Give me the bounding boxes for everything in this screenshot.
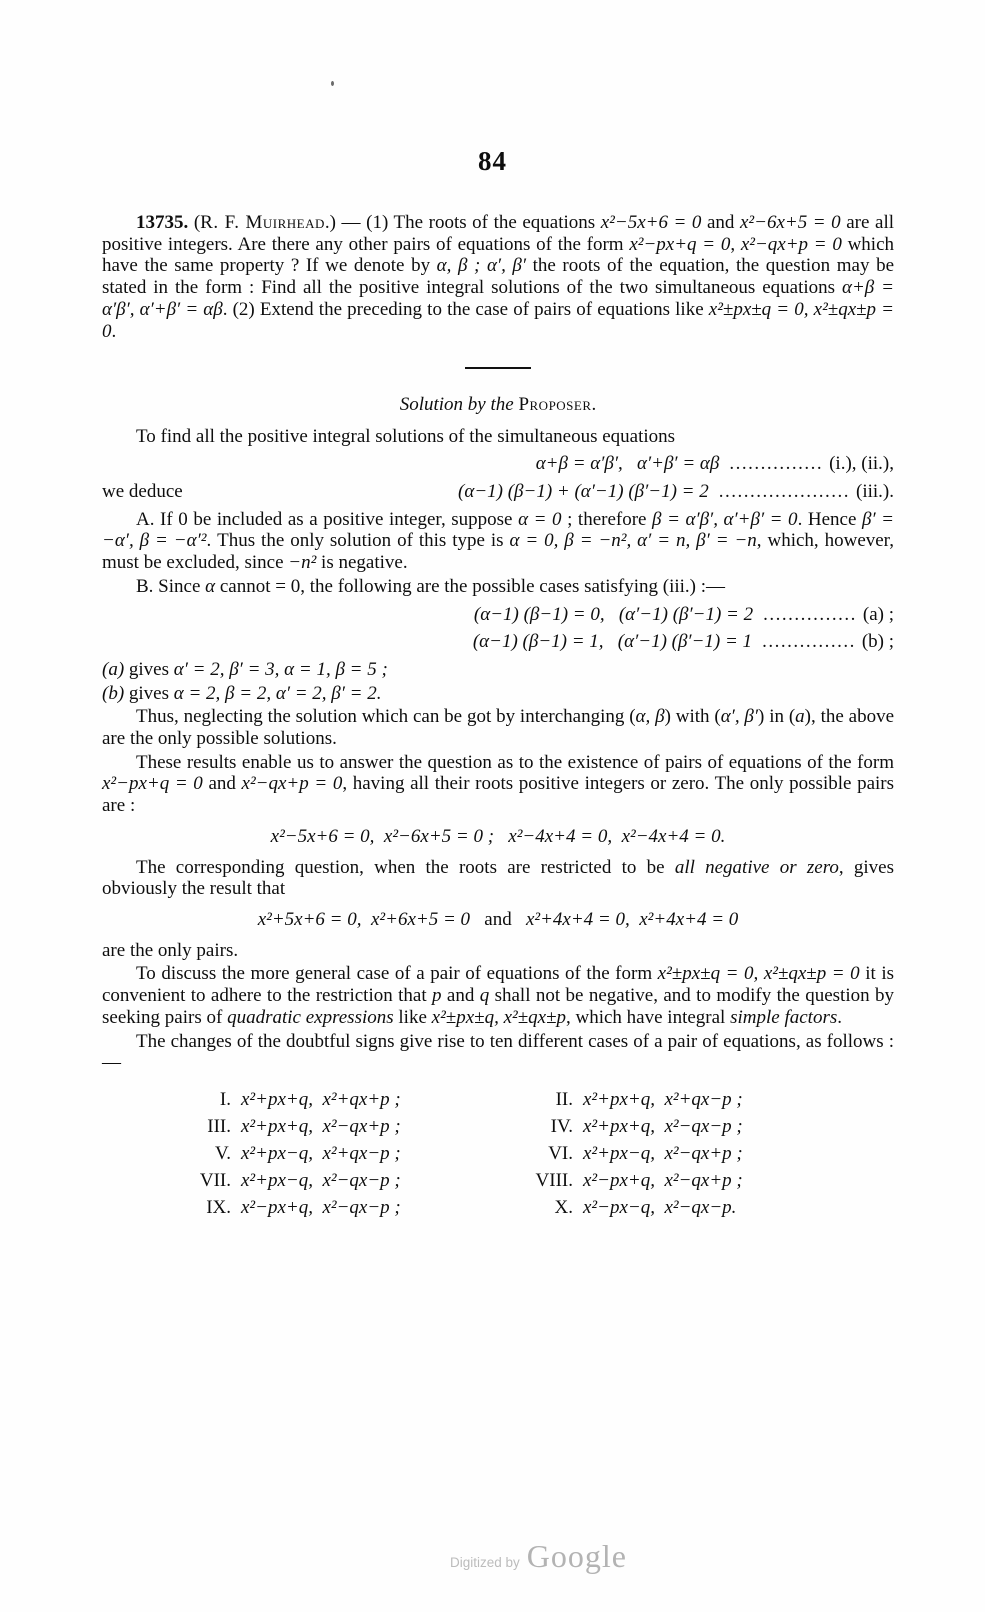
text-segment: α = 2, β = 2, α′ = 2, β′ = 2. <box>173 682 382 704</box>
paragraph <box>102 212 894 342</box>
text-segment: gives <box>124 682 174 704</box>
case-item <box>173 1113 481 1140</box>
text-segment: α+β = α′β′, α′+β′ = αβ <box>535 453 720 475</box>
text-segment: gives <box>124 658 174 680</box>
text-segment: To find all the positive integral solutions of the simultaneous equations <box>136 425 676 447</box>
equation-reference <box>763 604 894 626</box>
text-segment: x²−5x+6 = 0 <box>600 212 702 233</box>
text-segment: . Hence <box>797 508 862 530</box>
text-segment: x²+5x+6 = 0, x²+6x+5 = 0 <box>257 908 471 930</box>
case-row <box>102 1167 894 1194</box>
text-segment: (b) <box>102 682 125 704</box>
case-row <box>102 1113 894 1140</box>
leader-dots: ..................... <box>718 481 850 503</box>
equation-label: (i.), (ii.), <box>829 453 894 475</box>
text-segment: x²+4x+4 = 0, x²+4x+4 = 0 <box>525 908 739 930</box>
equation-body <box>458 481 709 503</box>
divider-rule <box>465 367 531 369</box>
text-segment: .) — (1) The roots of the equations <box>324 212 601 233</box>
text-segment: , <box>730 233 741 255</box>
text-segment: Thus, neglecting the solution which can be got by interchanging ( <box>136 706 636 728</box>
text-segment: all negative or zero <box>674 856 839 878</box>
case-item <box>515 1167 823 1194</box>
text-segment: p <box>432 985 442 1007</box>
paragraph <box>102 857 894 900</box>
case-numeral: IV. <box>550 1115 573 1137</box>
digitized-by-label: Digitized by <box>450 1555 520 1570</box>
case-item <box>515 1086 823 1113</box>
display-equation <box>102 826 894 848</box>
text-segment: x²−px+q = 0 <box>102 773 203 795</box>
paragraph <box>102 706 894 749</box>
text-segment: q <box>479 985 490 1007</box>
text-segment: −n² <box>288 552 317 574</box>
paragraph <box>102 509 894 574</box>
digitized-footer <box>450 1540 627 1572</box>
text-segment: and <box>202 773 242 795</box>
text-segment: it is convenient to adhere to the restriction that <box>102 963 895 1007</box>
text-segment: A. If 0 be included as a positive integer, suppose <box>136 508 519 530</box>
paragraph <box>102 963 894 1028</box>
text-segment: , which have integral <box>566 1006 731 1028</box>
text-segment: which have the same property ? If we denote by <box>102 233 894 277</box>
leader-dots: ............... <box>729 453 824 475</box>
text-segment: (a) <box>102 658 125 680</box>
equation-label: (a) ; <box>862 603 894 625</box>
text-segment: α, β ; α′, β′ <box>436 255 527 277</box>
text-segment: , gives obviously the result that <box>102 856 894 900</box>
paragraph <box>102 940 894 962</box>
text-segment: ( <box>188 212 201 233</box>
paragraph <box>102 659 894 681</box>
case-item <box>173 1167 481 1194</box>
case-numeral: X. <box>554 1196 573 1218</box>
text-segment: x²−5x+6 = 0, x²−6x+5 = 0 ; x²−4x+4 = 0, x²−4x+4 = 0. <box>270 825 726 847</box>
equation-body <box>536 453 720 475</box>
text-segment: α′ = 2, β′ = 3, α = 1, β = 5 ; <box>173 658 388 680</box>
equation-label: (b) ; <box>861 631 894 653</box>
text-segment: . <box>837 1006 842 1028</box>
case-numeral: VII. <box>199 1169 231 1191</box>
text-segment: simple factors <box>730 1006 838 1028</box>
case-item <box>173 1086 481 1113</box>
text-segment: α = 0 <box>518 508 562 530</box>
solution-heading <box>102 394 894 416</box>
text-segment: are all positive integers. Are there any other pairs of equations of the form <box>102 212 894 255</box>
display-equation <box>102 481 894 503</box>
text-segment: quadratic expressions <box>227 1006 394 1028</box>
text-segment: x²−qx+p = 0 <box>740 233 842 255</box>
case-item <box>515 1113 823 1140</box>
text-segment: ), the above are the only possible solutions. <box>102 706 895 750</box>
text-segment: To discuss the more general case of a pair of equations of the form <box>136 963 658 985</box>
case-equations: x²+px+q, x²−qx+p ; <box>241 1115 401 1137</box>
text-segment: are the only pairs. <box>102 939 239 961</box>
case-numeral: VI. <box>548 1142 573 1164</box>
case-equations: x²+px−q, x²−qx−p ; <box>241 1169 401 1191</box>
display-equation <box>102 604 894 626</box>
equation-label: (iii.). <box>856 481 894 503</box>
case-item <box>515 1194 823 1221</box>
text-segment: α′, β′ <box>720 706 759 728</box>
google-logo: Google <box>526 1538 627 1574</box>
text-segment: x²−6x+5 = 0 <box>740 212 841 233</box>
text-segment: cannot = 0, the following are the possible cases satisfying (iii.) :— <box>215 575 726 597</box>
text-segment: 13735. <box>136 212 189 233</box>
text-segment: Solution by the <box>399 393 519 415</box>
text-segment: ; therefore <box>561 508 653 530</box>
text-segment: a <box>795 706 805 728</box>
text-segment: α <box>205 575 216 597</box>
equation-body <box>474 604 753 626</box>
text-segment: (α−1) (β−1) = 1, (α′−1) (β′−1) = 1 <box>472 631 753 653</box>
equation-reference <box>762 631 894 653</box>
text-segment: x²±px±q, x²±qx±p <box>431 1006 566 1028</box>
text-segment: B. Since <box>136 575 206 597</box>
case-equations: x²−px+q, x²−qx+p ; <box>583 1169 743 1191</box>
text-segment: x²±px±q = 0, x²±qx±p = 0 <box>657 963 860 985</box>
text-segment: The corresponding question, when the roots are restricted to be <box>136 856 675 878</box>
case-numeral: VIII. <box>535 1169 573 1191</box>
leader-dots: ............... <box>763 603 857 625</box>
text-segment: x²−qx+p = 0 <box>241 773 343 795</box>
text-segment: α, β <box>635 706 665 728</box>
text-segment: . (2) Extend the preceding to the case of pairs of equations like <box>222 298 709 320</box>
paragraph <box>102 683 894 705</box>
text-segment: (α−1) (β−1) + (α′−1) (β′−1) = 2 <box>458 481 709 503</box>
text-segment: β = α′β′, α′+β′ = 0 <box>652 508 798 530</box>
text-segment: . <box>591 393 597 415</box>
text-segment: and <box>470 908 526 930</box>
text-segment: the roots of the equation, the question may be stated in the form : Find all the positive integral solutions of the two simultaneous equations <box>102 255 895 299</box>
equation-prefix: we deduce <box>102 481 183 503</box>
case-equations: x²−px+q, x²−qx−p ; <box>241 1196 401 1218</box>
text-segment: x²−px+q = 0 <box>629 233 731 255</box>
text-segment: ) in ( <box>758 706 796 728</box>
case-equations: x²+px+q, x²−qx−p ; <box>583 1115 743 1137</box>
case-numeral: V. <box>214 1142 231 1164</box>
case-equations: x²−px−q, x²−qx−p. <box>583 1196 737 1218</box>
paragraph <box>102 426 894 448</box>
text-segment: , having all their roots positive integers or zero. The only possible pairs are : <box>102 773 895 817</box>
paragraph <box>102 1031 894 1074</box>
text-segment: Proposer <box>518 393 592 415</box>
paragraph <box>102 576 894 598</box>
text-segment: ) with ( <box>664 706 721 728</box>
case-equations: x²+px−q, x²+qx−p ; <box>241 1142 401 1164</box>
text-segment: and <box>441 985 480 1007</box>
equation-reference <box>719 481 894 503</box>
text-segment: α+β = α′β′, α′+β′ = αβ <box>102 277 894 320</box>
text-segment: . <box>111 320 117 342</box>
display-equation <box>102 453 894 475</box>
case-numeral: IX. <box>206 1196 231 1218</box>
paragraph <box>102 752 894 817</box>
leader-dots: ............... <box>762 631 856 653</box>
text-segment: is negative. <box>316 552 408 574</box>
text-segment: and <box>701 212 740 233</box>
section-divider <box>102 356 894 378</box>
case-numeral: III. <box>207 1115 231 1137</box>
text-segment: x²±px±q = 0, x²±qx±p = 0 <box>102 298 894 342</box>
text-segment: shall not be negative, and to modify the question by seeking pairs of <box>102 985 894 1028</box>
text-segment: The changes of the doubtful signs give rise to ten different cases of a pair of equations, as follows :— <box>102 1030 894 1074</box>
text-segment: like <box>393 1006 432 1028</box>
case-equations: x²+px+q, x²+qx−p ; <box>583 1088 743 1110</box>
text-segment: . Thus the only solution of this type is <box>206 530 510 552</box>
case-numeral: I. <box>219 1088 231 1110</box>
text-segment: α = 0, β = −n², α′ = n, β′ = −n <box>509 530 757 552</box>
cases-list <box>102 1086 894 1221</box>
text-segment: β′ = −α′, β = −α′² <box>102 508 894 552</box>
case-numeral: II. <box>555 1088 573 1110</box>
text-segment: R. F. Muirhead <box>200 212 325 233</box>
case-item <box>515 1140 823 1167</box>
text-segment: (α−1) (β−1) = 0, (α′−1) (β′−1) = 2 <box>473 603 754 625</box>
scan-speck <box>331 81 334 86</box>
equation-reference <box>729 453 894 475</box>
equation-body <box>473 631 752 653</box>
case-row <box>102 1086 894 1113</box>
case-item <box>173 1194 481 1221</box>
case-row <box>102 1140 894 1167</box>
page-number: 84 <box>478 146 507 176</box>
case-item <box>173 1140 481 1167</box>
text-segment: , which, however, must be excluded, since <box>102 530 894 574</box>
page-content <box>102 210 894 1221</box>
case-equations: x²+px+q, x²+qx+p ; <box>241 1088 401 1110</box>
case-equations: x²+px−q, x²−qx+p ; <box>583 1142 743 1164</box>
display-equation <box>102 631 894 653</box>
case-row <box>102 1194 894 1221</box>
text-segment: These results enable us to answer the question as to the existence of pairs of equations of the form <box>136 751 894 773</box>
display-equation <box>102 909 894 931</box>
